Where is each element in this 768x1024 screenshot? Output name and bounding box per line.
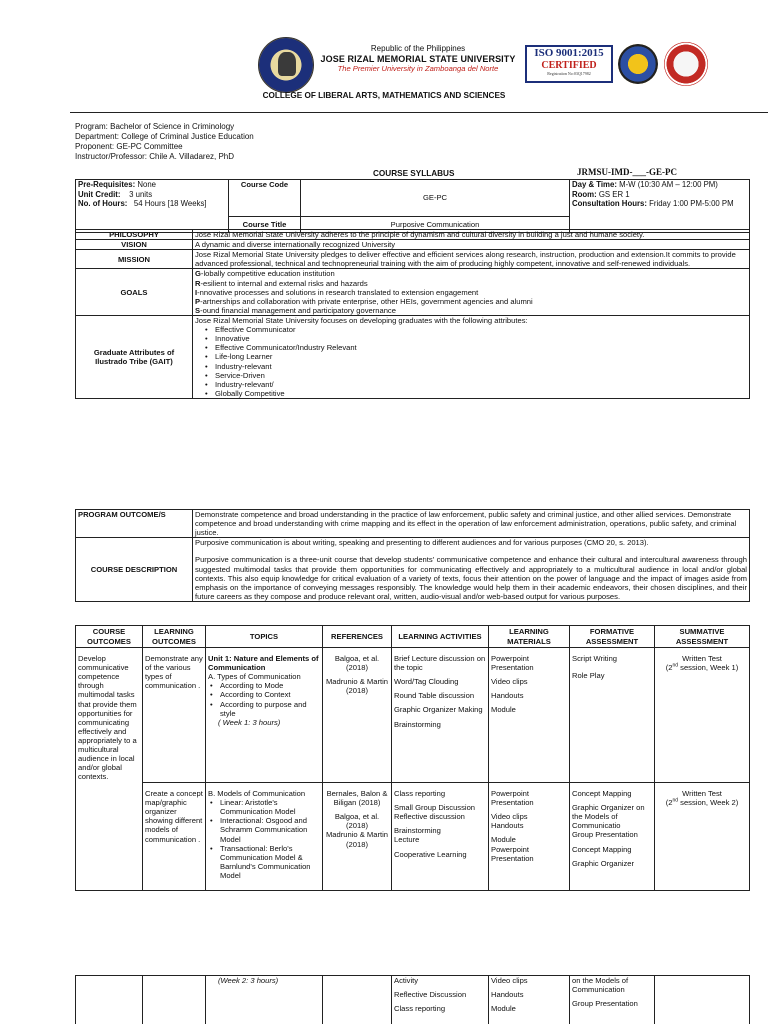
- schedule-cell: [570, 180, 750, 233]
- mission-label: MISSION: [76, 250, 193, 269]
- material-item: Module: [491, 705, 516, 715]
- course-info-table: [75, 179, 750, 233]
- goal-item: P-artnerships and collaboration with private enterprise, other HEIs, government agencies and alumni: [195, 296, 533, 306]
- activity-item: Lecture: [394, 835, 420, 845]
- prereq-value: None: [137, 180, 157, 189]
- course-title-label: Course Title: [229, 217, 301, 233]
- reference-item: Madrunio & Martin (2018): [325, 677, 389, 696]
- activity-item: Small Group Discussion: [394, 803, 476, 813]
- gait-cell: [193, 315, 750, 398]
- activity-item: Graphic Organizer Making: [394, 705, 483, 715]
- vmg-table: [75, 229, 750, 399]
- topic-week: ( Week 1: 3 hours): [218, 717, 281, 727]
- formative-item: Group Presentation: [572, 830, 638, 840]
- column-header: TOPICS: [206, 626, 323, 648]
- material-item: Module: [491, 835, 516, 845]
- iso-line1: ISO 9001:2015: [527, 47, 611, 60]
- prereq-label: Pre-Requisites:: [78, 180, 136, 189]
- list-item: • Innovative: [205, 334, 747, 343]
- course-meta-cell: [76, 180, 229, 233]
- topics-cell: [206, 976, 323, 1024]
- material-item: Handouts: [491, 691, 524, 701]
- list-item: • Linear: Aristotle's Communication Model: [208, 798, 320, 816]
- university-name: JOSE RIZAL MEMORIAL STATE UNIVERSITY: [320, 53, 516, 64]
- summative-item: Written Test: [682, 789, 722, 798]
- material-item: Powerpoint Presentation: [491, 654, 534, 673]
- material-item: Video clips: [491, 812, 528, 822]
- red-seal-logo: [664, 42, 708, 86]
- topic-heading: A. Types of Communication: [208, 672, 301, 682]
- header-divider: [70, 112, 768, 113]
- course-description-label: COURSE DESCRIPTION: [76, 538, 193, 602]
- list-item: • Effective Communicator: [205, 325, 747, 334]
- program-info: [75, 122, 254, 162]
- activity-item: Cooperative Learning: [394, 849, 467, 859]
- header-text: [318, 44, 518, 74]
- summative-item: (2nd session, Week 1): [665, 662, 739, 673]
- vision-label: VISION: [76, 240, 193, 250]
- list-item: • Transactional: Berlo's Communication Model & Barnlund's Communication Model: [208, 844, 320, 880]
- goal-item: S-ound financial management and participatory governance: [195, 305, 396, 315]
- topic-heading: B. Models of Communication: [208, 789, 306, 798]
- table-row: [76, 648, 750, 783]
- formative-item: on the Models of Communication: [572, 976, 629, 995]
- topic-week: (Week 2: 3 hours): [218, 976, 279, 985]
- proponent-line: Proponent: GE-PC Committee: [75, 142, 183, 151]
- consult-value: Friday 1:00 PM-5:00 PM: [649, 199, 734, 209]
- iso-certified-badge: [525, 45, 613, 83]
- activity-item: Reflective discussion: [394, 812, 465, 822]
- course-code-label: Course Code: [229, 180, 301, 217]
- hours-value: 54 Hours [18 Weeks]: [133, 199, 207, 209]
- material-item: Handouts: [491, 990, 524, 1000]
- material-item: Powerpoint Presentation: [491, 844, 534, 863]
- materials-cell: [489, 648, 570, 783]
- day-label: Day & Time:: [572, 180, 617, 189]
- gait-label: Graduate Attributes of Ilustrado Tribe (GAIT): [76, 315, 193, 398]
- list-item: • Industry-relevant: [205, 362, 747, 371]
- list-item: • According to Mode: [208, 681, 320, 690]
- iso-line2: CERTIFIED: [541, 60, 597, 72]
- topics-cell: [206, 783, 323, 891]
- republic-line: Republic of the Philippines: [370, 44, 466, 53]
- references-cell: [323, 976, 392, 1024]
- philosophy-text: Jose Rizal Memorial State University adheres to the principle of dynamism and cultural diversity in building a just and humane society.: [193, 230, 750, 240]
- university-seal-logo: [258, 37, 314, 93]
- activity-item: Brief Lecture discussion on the topic: [394, 654, 486, 673]
- column-header: FORMATIVE ASSESSMENT: [570, 626, 655, 648]
- topic-list: [208, 681, 320, 717]
- syllabus-code: JRMSU-IMD-___-GE-PC: [577, 167, 677, 177]
- activity-item: Activity: [394, 976, 419, 985]
- material-item: Video clips: [491, 976, 528, 985]
- formative-item: Role Play: [572, 671, 605, 681]
- unit-title: Unit 1: Nature and Elements of Communication: [208, 654, 319, 673]
- day-value: M-W (10:30 AM – 12:00 PM): [619, 180, 718, 189]
- list-item: • According to purpose and style: [208, 700, 320, 718]
- column-header: LEARNING OUTCOMES: [143, 626, 206, 648]
- vision-text: A dynamic and diverse internationally recognized University: [193, 240, 750, 250]
- activities-cell: [392, 783, 489, 891]
- activities-cell: [392, 648, 489, 783]
- reference-item: Madrunio & Martin (2018): [325, 830, 389, 849]
- table-row: [76, 976, 750, 1024]
- learning-plan-table: [75, 625, 750, 891]
- column-header: LEARNING MATERIALS: [489, 626, 570, 648]
- gait-intro: Jose Rizal Memorial State University focuses on developing graduates with the following attributes:: [195, 315, 528, 325]
- materials-cell: [489, 783, 570, 891]
- program-outcome-text: Demonstrate competence and broad understanding in the practice of law enforcement, public safety and criminal justice, and other allied services. Demonstrate competence and broad understanding with crime mapping and its effect in the operation of law enforcement administration, operations, public safety, and criminal justice.: [193, 510, 750, 538]
- material-item: Handouts: [491, 821, 524, 831]
- material-item: Module: [491, 1004, 516, 1014]
- room-label: Room:: [572, 189, 597, 199]
- mission-text: Jose Rizal Memorial State University pledges to deliver effective and efficient services along research, instruction, production and extension.It commits to provide advanced professional, technical and technopreneurial training with the aim of producing highly competent, innovative and self-renewed individuals.: [193, 250, 750, 269]
- activity-item: Word/Tag Clouding: [394, 677, 459, 687]
- course-description-p1: Purposive communication is about writing, speaking and presenting to different audiences and for various purposes (CMO 20, s. 2013).: [195, 538, 649, 548]
- course-description-text: [193, 538, 750, 602]
- document-header: [0, 0, 768, 110]
- consult-label: Consultation Hours:: [572, 199, 647, 209]
- formative-item: Script Writing: [572, 654, 618, 663]
- activity-item: Brainstorming: [394, 719, 441, 729]
- goal-item: R-esilient to internal and external risks and hazards: [195, 278, 368, 288]
- learning-outcome-cell: Create a concept map/graphic organizer showing different models of communication .: [143, 783, 206, 891]
- learning-outcome-cell: [143, 976, 206, 1024]
- iso-line3: Registration No:03Q17982: [547, 71, 591, 77]
- column-header: SUMMATIVE ASSESSMENT: [655, 626, 750, 648]
- material-item: Video clips: [491, 677, 528, 687]
- continuation-table: [75, 975, 750, 1024]
- references-cell: [323, 783, 392, 891]
- list-item: • Globally Competitive: [205, 389, 747, 398]
- university-tagline: The Premier University in Zamboanga del Norte: [337, 64, 499, 74]
- credit-value: 3 units: [129, 189, 153, 199]
- gait-list: [205, 325, 747, 398]
- summative-cell: [655, 648, 750, 783]
- formative-cell: [570, 976, 655, 1024]
- philosophy-label: PHILOSOPHY: [76, 230, 193, 240]
- learning-outcome-cell: Demonstrate any of the various types of communication .: [143, 648, 206, 783]
- course-code-value: GE-PC: [301, 180, 570, 217]
- formative-item: Group Presentation: [572, 999, 638, 1009]
- hours-label: No. of Hours:: [78, 199, 128, 209]
- materials-cell: [489, 976, 570, 1024]
- course-outcome-cell: Develop communicative competence through multimodal tasks that provide them opportunities for communicating effectively and appropriately to a multicultural audience in local and/or global contexts.: [76, 648, 143, 891]
- references-cell: [323, 648, 392, 783]
- goal-item: G-lobally competitive education institution: [195, 269, 335, 279]
- outcomes-table: [75, 509, 750, 602]
- summative-cell: [655, 976, 750, 1024]
- list-item: • Industry-relevant/: [205, 380, 747, 389]
- formative-item: Concept Mapping: [572, 789, 632, 798]
- list-item: • Service-Driven: [205, 371, 747, 380]
- activity-item: Class reporting: [394, 789, 446, 798]
- goals-list: [193, 269, 750, 316]
- material-item: Powerpoint Presentation: [491, 789, 534, 808]
- topics-cell: [206, 648, 323, 783]
- summative-item: (2nd session, Week 2): [665, 797, 739, 808]
- activity-item: Reflective Discussion: [394, 990, 467, 1000]
- room-value: GS ER 1: [598, 189, 630, 199]
- department-line: Department: College of Criminal Justice Education: [75, 132, 254, 141]
- column-header: COURSE OUTCOMES: [76, 626, 143, 648]
- activity-item: Round Table discussion: [394, 691, 475, 701]
- formative-item: Graphic Organizer on the Models of Communicatio: [572, 803, 645, 831]
- summative-cell: [655, 783, 750, 891]
- course-description-p2: Purposive communication is a three-unit course that develop students' communicative competence and enhance their cultural and intercultural awareness through suggested multimodal tasks that provide them opportunities for communicating effectively and appropriately to a multicultural audience in local and/or global contexts. This also equip knowledge for critical evaluation of a variety of texts, focus their attention on the power of language and the impact of images aside from emphasis on the importance of conveying messages responsibly. The knowledge would help them in their academic endeavors, their chosen disciplines, and their future careers as they compose and produce relevant oral, written, audio-visual and/or web-based output for various purposes.: [195, 555, 747, 601]
- goals-label: GOALS: [76, 269, 193, 316]
- gear-seal-logo: [618, 44, 658, 84]
- syllabus-title: COURSE SYLLABUS: [373, 169, 455, 178]
- activity-item: Brainstorming: [394, 826, 441, 836]
- reference-item: Balgoa, et al. (2018): [334, 654, 380, 673]
- program-line: Program: Bachelor of Science in Criminology: [75, 122, 235, 131]
- course-title-value: Purposive Communication: [301, 217, 570, 233]
- activity-item: Class reporting: [394, 1004, 446, 1014]
- goal-item: I-nnovative processes and solutions in research translated to extension engagement: [195, 287, 479, 297]
- reference-item: Balgoa, et al. (2018): [334, 812, 380, 831]
- table-row: [76, 783, 750, 891]
- course-outcome-cell: [76, 976, 143, 1024]
- list-item: • Life-long Learner: [205, 352, 747, 361]
- formative-cell: [570, 648, 655, 783]
- instructor-line: Instructor/Professor: Chile A. Villadarez, PhD: [75, 152, 235, 161]
- formative-item: Concept Mapping: [572, 844, 632, 854]
- reference-item: Bernales, Balon & Biligan (2018): [326, 789, 388, 808]
- list-item: • According to Context: [208, 690, 320, 699]
- formative-cell: [570, 783, 655, 891]
- topic-list: [208, 798, 320, 880]
- credit-label: Unit Credit:: [78, 189, 121, 199]
- program-outcome-label: PROGRAM OUTCOME/S: [76, 510, 193, 538]
- list-item: • Effective Communicator/Industry Relevant: [205, 343, 747, 352]
- summative-item: Written Test: [682, 654, 722, 663]
- college-name: COLLEGE OF LIBERAL ARTS, MATHEMATICS AND SCIENCES: [262, 91, 506, 100]
- formative-item: Graphic Organizer: [572, 858, 635, 868]
- column-header: LEARNING ACTIVITIES: [392, 626, 489, 648]
- column-header: REFERENCES: [323, 626, 392, 648]
- list-item: • Interactional: Osgood and Schramm Communication Model: [208, 816, 320, 843]
- activities-cell: [392, 976, 489, 1024]
